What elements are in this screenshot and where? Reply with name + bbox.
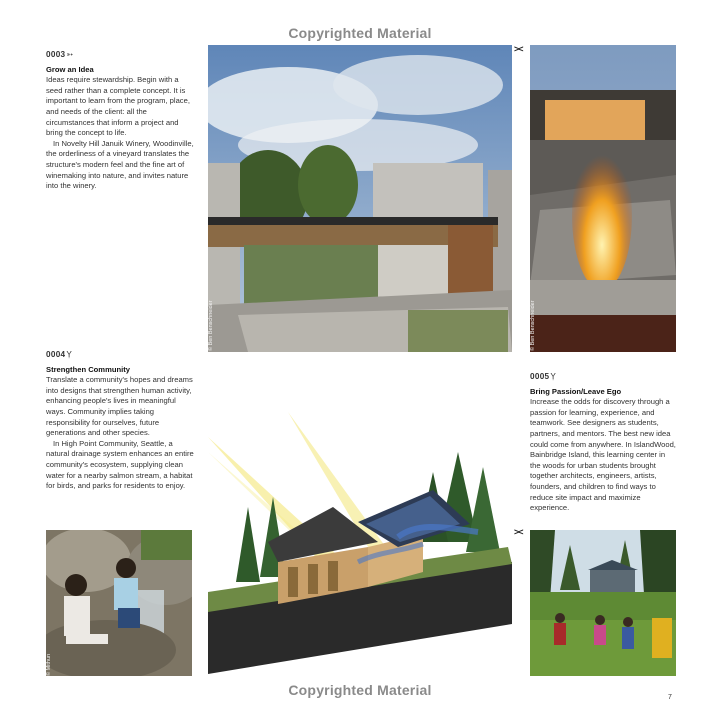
watermark-top: Copyrighted Material <box>288 25 432 41</box>
section-paragraph: Ideas require stewardship. Begin with a seed rather than a complete concept. It is important to learn from the program, place, and needs of the client: all the circumstances that inform a project and bring the concept to life. <box>46 75 190 138</box>
section-heading: Grow an Idea <box>46 64 94 74</box>
section-heading: Bring Passion/Leave Ego <box>530 386 622 396</box>
section-paragraph: Translate a community's hopes and dreams into designs that strengthen human activity, enhancing people's lives in meaningful ways. Community implies taking responsibility for ourselves, future generations and other species. <box>46 375 193 438</box>
section-0005 <box>530 372 676 514</box>
section-number: 0005Ỵ <box>530 372 557 381</box>
section-0003 <box>46 50 194 192</box>
photo-credit: © Ben Benschneider <box>530 300 536 351</box>
winery-photo <box>208 45 512 352</box>
section-paragraph: In High Point Community, Seattle, a natural drainage system enhances an entire community's ecosystem, supplying clean water for a nearby salmon stream, a habitat for birds, and parks for residents to enjoy. <box>46 438 194 491</box>
section-paragraph: In Novelty Hill Januik Winery, Woodinville, the orderliness of a vineyard translates the structure's modern feel and the fine art of winemaking into nature, and invites nature into the winery. <box>46 138 194 191</box>
section-number: 0004Ỵ <box>46 350 73 359</box>
page-number: 7 <box>668 694 672 701</box>
section-heading: Strengthen Community <box>46 364 130 374</box>
photo-credit: © Ben Benschneider <box>208 300 214 351</box>
watermark-bottom: Copyrighted Material <box>288 682 432 698</box>
photo-credit: © Mithun <box>46 653 52 676</box>
section-paragraph: Increase the odds for discovery through a passion for learning, experience, and teamwork. See designers as students, partners, and mentors. The best new idea could come from anywhere. In IslandWood, Bainbridge Island, this learning center in the woods for urban students brought together architects, engineers, artists, founders, and children to find ways to reduce site impact and maximize experience. <box>530 397 676 513</box>
section-0004 <box>46 350 196 492</box>
connector-arrows: >< <box>514 527 523 537</box>
solar-house-diagram <box>208 412 512 674</box>
section-number: 0003➳ <box>46 50 74 59</box>
islandwood-photo <box>530 530 676 676</box>
firepit-photo <box>530 45 676 352</box>
children-photo <box>46 530 192 676</box>
connector-arrows: >< <box>514 44 523 54</box>
